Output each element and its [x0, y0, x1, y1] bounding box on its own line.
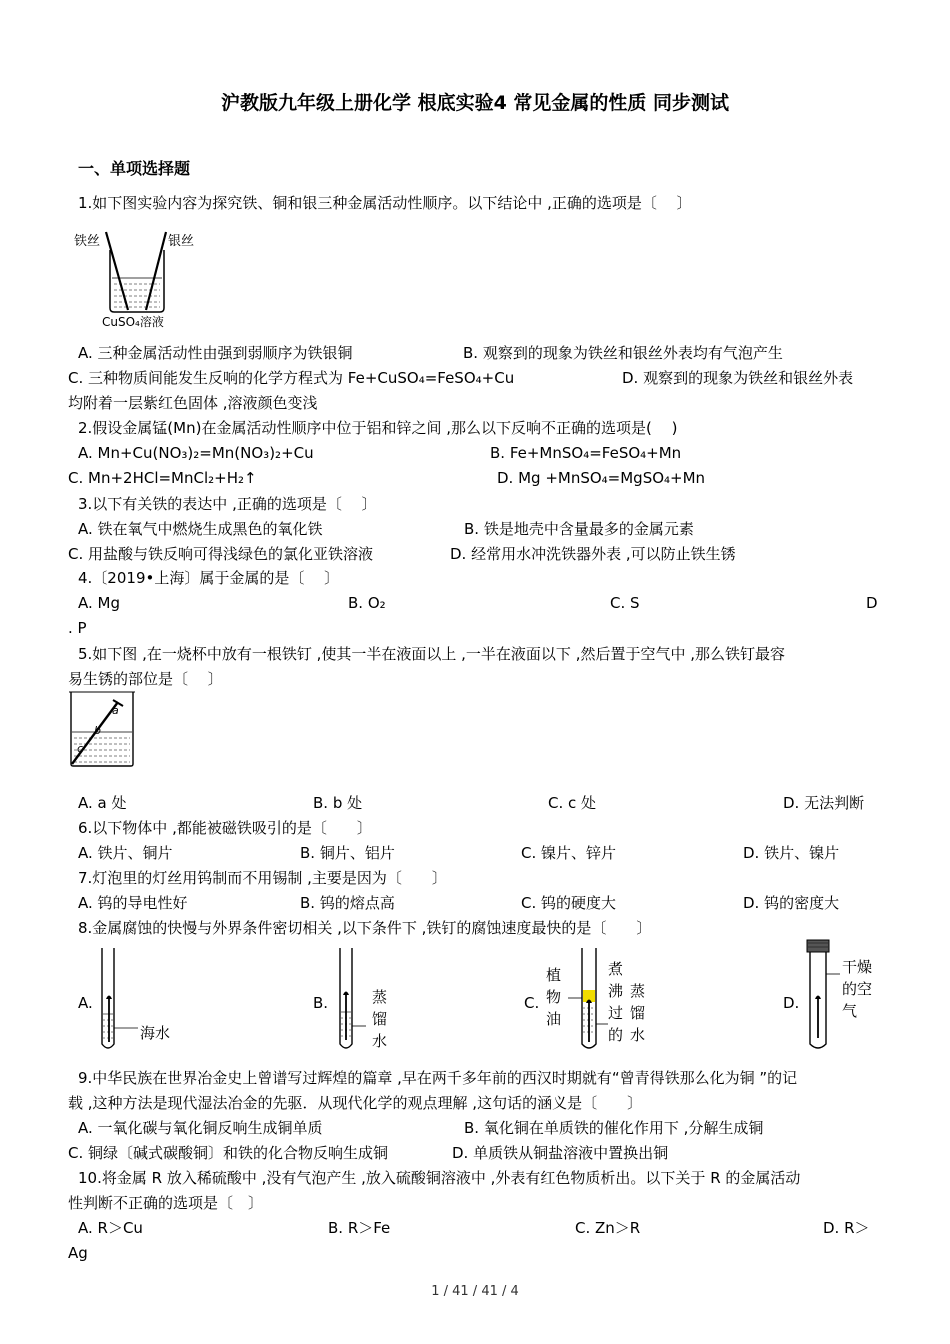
q5-option-c[interactable]: C. c 处 — [548, 794, 597, 812]
q7-option-d[interactable]: D. 钨的密度大 — [743, 894, 840, 912]
q8-b-label-3: 水 — [372, 1032, 388, 1050]
q5-option-b[interactable]: B. b 处 — [313, 794, 363, 812]
q2-option-a[interactable]: A. Mn+Cu(NO₃)₂=Mn(NO₃)₂+Cu — [78, 444, 314, 462]
q1-test-tube — [110, 250, 164, 312]
q3-option-d[interactable]: D. 经常用水冲洗铁器外表 ,可以防止铁生锈 — [450, 545, 736, 563]
q7-option-b[interactable]: B. 钨的熔点高 — [300, 894, 395, 912]
q8-c-left-3: 油 — [546, 1010, 562, 1028]
q9-stem-cont: 载 ,这种方法是现代湿法冶金的先驱．从现代化学的观点理解 ,这句话的涵义是〔 〕 — [68, 1094, 643, 1112]
q3-option-b[interactable]: B. 铁是地壳中含量最多的金属元素 — [464, 520, 694, 538]
q8-stem: 8.金属腐蚀的快慢与外界条件密切相关 ,以下条件下 ,铁钉的腐蚀速度最快的是〔 〕 — [78, 919, 652, 937]
q4-option-d-cont: . P — [68, 619, 87, 637]
stopper — [807, 940, 829, 952]
q8-figure-c — [544, 944, 654, 1056]
q8-option-c[interactable]: C. — [524, 994, 540, 1012]
q4-option-b[interactable]: B. O₂ — [348, 594, 386, 612]
q5-option-d[interactable]: D. 无法判断 — [783, 794, 865, 812]
q5-beaker-figure — [68, 688, 140, 770]
q9-option-c[interactable]: C. 铜绿〔碱式碳酸铜〕和铁的化合物反响生成铜 — [68, 1144, 389, 1162]
q7-stem: 7.灯泡里的灯丝用钨制而不用锡制 ,主要是因为〔 〕 — [78, 869, 447, 887]
q8-option-d[interactable]: D. — [783, 994, 800, 1012]
q2-option-b[interactable]: B. Fe+MnSO₄=FeSO₄+Mn — [490, 444, 682, 462]
q10-stem-cont: 性判断不正确的选项是〔 〕 — [68, 1194, 264, 1212]
q6-option-b[interactable]: B. 铜片、铝片 — [300, 844, 395, 862]
q1-stem: 1.如下图实验内容为探究铁、铜和银三种金属活动性顺序。以下结论中 ,正确的选项是〔 〕 — [78, 194, 692, 212]
q10-option-a[interactable]: A. R＞Cu — [78, 1219, 143, 1237]
q9-stem: 9.中华民族在世界冶金史上曾谱写过辉煌的篇章 ,早在两千多年前的西汉时期就有“曾青得铁那么化为铜 ”的记 — [78, 1069, 798, 1087]
q7-option-c[interactable]: C. 钨的硬度大 — [521, 894, 617, 912]
q6-option-a[interactable]: A. 铁片、铜片 — [78, 844, 173, 862]
q1-option-d[interactable]: D. 观察到的现象为铁丝和银丝外表 — [622, 369, 854, 387]
q5-option-a[interactable]: A. a 处 — [78, 794, 127, 812]
q8-c-mid-4: 的 — [608, 1026, 624, 1044]
q6-option-c[interactable]: C. 镍片、锌片 — [521, 844, 617, 862]
q1-figure — [70, 228, 205, 330]
q8-d-label-1: 干燥 — [842, 958, 873, 976]
section-heading: 一、单项选择题 — [78, 159, 191, 178]
q8-option-a[interactable]: A. — [78, 994, 93, 1012]
q1-option-a[interactable]: A. 三种金属活动性由强到弱顺序为铁银铜 — [78, 344, 353, 362]
q8-label-seawater: 海水 — [140, 1024, 171, 1042]
q2-option-d[interactable]: D. Mg +MnSO₄=MgSO₄+Mn — [497, 469, 706, 487]
q8-c-right-2: 馏 — [630, 1004, 646, 1022]
q4-option-c[interactable]: C. S — [610, 594, 640, 612]
q8-figure-b — [334, 944, 404, 1056]
q1-option-c[interactable]: C. 三种物质间能发生反响的化学方程式为 Fe+CuSO₄=FeSO₄+Cu — [68, 369, 515, 387]
q6-option-d[interactable]: D. 铁片、镍片 — [743, 844, 840, 862]
q9-option-d[interactable]: D. 单质铁从铜盐溶液中置换出铜 — [452, 1144, 669, 1162]
q10-option-c[interactable]: C. Zn＞R — [575, 1219, 641, 1237]
q5-label-a: a — [112, 704, 119, 717]
q5-stem: 5.如下图 ,在一烧杯中放有一根铁钉 ,使其一半在液面以上 ,一半在液面以下 ,然后置于空气中 ,那么铁钉最容 — [78, 645, 785, 663]
q8-c-left-2: 物 — [546, 988, 562, 1006]
q1-option-d-cont: 均附着一层紫红色固体 ,溶液颜色变浅 — [68, 394, 318, 412]
q4-option-a[interactable]: A. Mg — [78, 594, 120, 612]
q5-label-c: c — [77, 742, 84, 755]
q2-stem: 2.假设金属锰(Mn)在金属活动性顺序中位于铝和锌之间 ,那么以下反响不正确的选项是( ) — [78, 419, 678, 437]
q10-stem: 10.将金属 R 放入稀硫酸中 ,没有气泡产生 ,放入硫酸铜溶液中 ,外表有红色物质析出。以下关于 R 的金属活动 — [78, 1169, 801, 1187]
q10-option-b[interactable]: B. R＞Fe — [328, 1219, 391, 1237]
q9-option-b[interactable]: B. 氧化铜在单质铁的催化作用下 ,分解生成铜 — [464, 1119, 764, 1137]
q8-c-left-1: 植 — [546, 966, 562, 984]
q3-option-a[interactable]: A. 铁在氧气中燃烧生成黑色的氧化铁 — [78, 520, 323, 538]
q7-option-a[interactable]: A. 钨的导电性好 — [78, 894, 188, 912]
q5-stem-cont: 易生锈的部位是〔 〕 — [68, 670, 223, 688]
q1-option-b[interactable]: B. 观察到的现象为铁丝和银丝外表均有气泡产生 — [463, 344, 783, 362]
q8-d-label-3: 气 — [842, 1002, 858, 1020]
q3-option-c[interactable]: C. 用盐酸与铁反响可得浅绿色的氯化亚铁溶液 — [68, 545, 374, 563]
page-title: 沪教版九年级上册化学 根底实验4 常见金属的性质 同步测试 — [220, 92, 730, 114]
q1-fig-label-right: 银丝 — [168, 234, 195, 249]
q8-d-label-2: 的空 — [842, 980, 873, 998]
q8-c-mid-3: 过 — [608, 1004, 624, 1022]
q4-stem: 4.〔2019•上海〕属于金属的是〔 〕 — [78, 569, 340, 587]
q9-option-a[interactable]: A. 一氧化碳与氧化铜反响生成铜单质 — [78, 1119, 323, 1137]
q5-label-b: b — [94, 724, 101, 737]
q1-fig-label-left: 铁丝 — [74, 234, 101, 249]
q8-b-label-2: 馏 — [372, 1010, 388, 1028]
q6-stem: 6.以下物体中 ,都能被磁铁吸引的是〔 〕 — [78, 819, 372, 837]
q8-figure-a — [96, 944, 186, 1056]
q8-figure-d — [802, 938, 892, 1056]
q8-c-right-1: 蒸 — [630, 982, 646, 1000]
q1-fig-label-bottom: CuSO₄溶液 — [102, 315, 164, 329]
q10-option-d-cont: Ag — [68, 1244, 88, 1262]
q8-c-mid-1: 煮 — [608, 960, 624, 978]
q2-option-c[interactable]: C. Mn+2HCl=MnCl₂+H₂↑ — [68, 469, 257, 487]
q8-option-b[interactable]: B. — [313, 994, 329, 1012]
silver-wire — [146, 232, 166, 310]
q8-c-mid-2: 沸 — [608, 982, 624, 1000]
page-number: 1 / 41 / 41 / 4 — [431, 1284, 519, 1299]
q8-c-right-3: 水 — [630, 1026, 646, 1044]
q4-option-d[interactable]: D — [866, 594, 878, 612]
q8-b-label-1: 蒸 — [372, 988, 388, 1006]
q3-stem: 3.以下有关铁的表达中 ,正确的选项是〔 〕 — [78, 495, 377, 513]
q10-option-d[interactable]: D. R＞ — [823, 1219, 870, 1237]
